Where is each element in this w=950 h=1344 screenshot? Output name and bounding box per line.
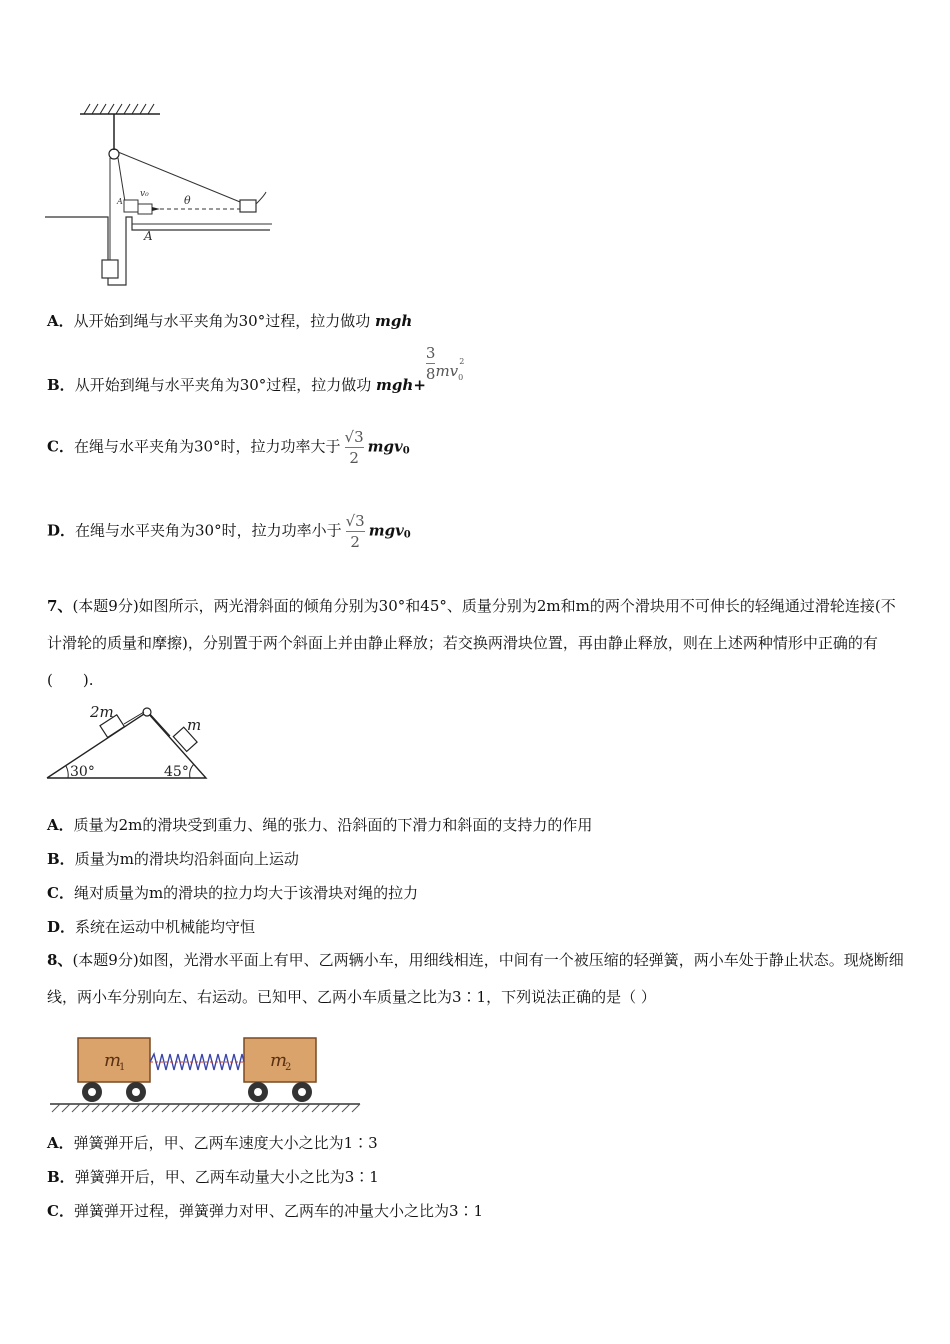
q6-option-c: C．在绳与水平夹角为30°时，拉力功率大于 $\frac{√3}{2}$ mgv$_0$	[47, 428, 410, 467]
q7-option-d: D．系统在运动中机械能均守恒	[47, 918, 256, 936]
label-theta: θ	[184, 194, 191, 207]
q7-option-c: C．绳对质量为m的滑块的拉力均大于该滑块对绳的拉力	[47, 884, 419, 902]
q8-stem: 8、(本题9分)如图，光滑水平面上有甲、乙两辆小车，用细线相连，中间有一个被压缩的轻弹簧，两小车处于静止状态。现烧断细线，两小车分别向左、右运动。已知甲、乙两小车质量之比为3∶1，下列说法正确的是（ ）	[47, 951, 904, 1006]
q8-option-b: B．弹簧弹开后，甲、乙两车动量大小之比为3∶1	[47, 1168, 379, 1186]
label-A-small: A	[117, 197, 123, 206]
angle-45: 45°	[164, 764, 189, 780]
angle-30: 30°	[70, 764, 95, 780]
label-2m: 2m	[90, 703, 114, 721]
q8-option-c: C．弹簧弹开过程，弹簧弹力对甲、乙两车的冲量大小之比为3∶1	[47, 1202, 484, 1220]
fraction-sqrt3-2: $\frac{√3}{2}$	[345, 512, 365, 551]
label-v0: v₀	[140, 189, 149, 199]
q7-option-b: B．质量为m的滑块均沿斜面向上运动	[47, 850, 299, 868]
label-m: m	[187, 716, 202, 734]
q6-option-a: A．从开始到绳与水平夹角为30°过程，拉力做功 mgh	[47, 312, 413, 330]
fraction-3-8: $\frac{3}{8}$	[425, 344, 436, 383]
q6-option-b: B．从开始到绳与水平夹角为30°过程，拉力做功 mgh+ $\frac{3}{8}$ $mv_0^2$	[47, 344, 465, 394]
label-m1-sub: 1	[119, 1062, 126, 1073]
fraction-sqrt3-2: $\frac{√3}{2}$	[344, 428, 364, 467]
label-m2: m	[270, 1050, 288, 1071]
incline-figure	[44, 700, 214, 784]
q6-option-d: D．在绳与水平夹角为30°时，拉力功率小于 $\frac{√3}{2}$ mgv$_0$	[47, 512, 411, 551]
q7-option-a: A．质量为2m的滑块受到重力、绳的张力、沿斜面的下滑力和斜面的支持力的作用	[47, 816, 593, 834]
carts-figure	[46, 1032, 364, 1118]
q7-stem: 7、(本题9分)如图所示，两光滑斜面的倾角分别为30°和45°、质量分别为2m和m的两个滑块用不可伸长的轻绳通过滑轮连接(不计滑轮的质量和摩擦)，分别置于两个斜面上并由静止释放；若交换两滑块位置，再由静止释放，则在上述两种情形中正确的有 ( ).	[47, 597, 896, 689]
label-m1: m	[104, 1050, 122, 1071]
q8-option-a: A．弹簧弹开后，甲、乙两车速度大小之比为1∶3	[47, 1134, 378, 1152]
label-A: A	[144, 229, 153, 243]
label-m2-sub: 2	[285, 1062, 292, 1073]
pulley-figure	[40, 100, 280, 290]
